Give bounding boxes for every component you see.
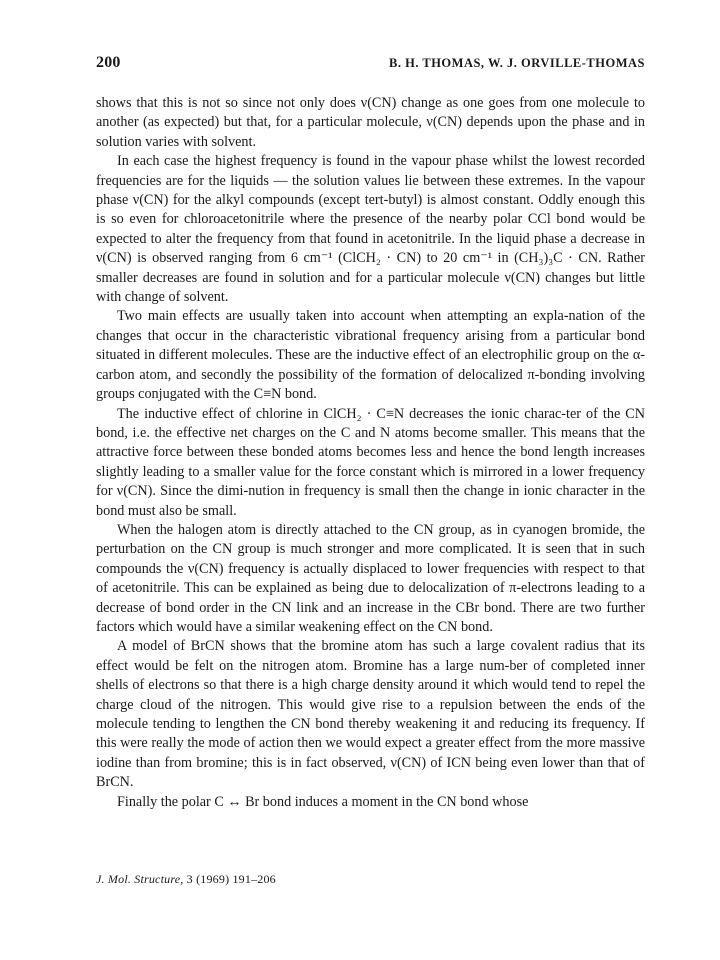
- journal-footer: [96, 872, 276, 887]
- page-number: 200: [96, 54, 121, 71]
- paragraph-continuation: shows that this is not so since not only does ν(CN) change as one goes from one molecule to another (as expected) but that, for a particular molecule, ν(CN) depends upon the phase and in solution varies with solvent.: [96, 95, 645, 150]
- paragraph: Two main effects are usually taken into account when attempting an expla-nation of the changes that occur in the characteristic vibrational frequency arising from a particular bond situated in different molecules. These are the inductive effect of an electrophilic group on the α-carbon atom, and secondly the possibility of the formation of delocalized π-bonding involving groups conjugated with the C≡N bond.: [96, 308, 645, 403]
- page-header: [96, 54, 645, 76]
- running-head-authors: B. H. THOMAS, W. J. ORVILLE-THOMAS: [389, 56, 645, 70]
- journal-name: J. Mol. Structure,: [96, 872, 184, 886]
- paragraph: A model of BrCN shows that the bromine atom has such a large covalent radius that its effect would be felt on the nitrogen atom. Bromine has a large num-ber of completed inner shells of electrons so that there is a high charge density around it which would tend to repel the charge cloud of the nitrogen. This would give rise to a repulsion between the ends of the molecule tending to lengthen the CN bond thereby weakening it and reducing its frequency. If this were really the mode of action then we would expect a greater effect from the more massive iodine than from bromine; this is in fact observed, ν(CN) of ICN being even lower than that of BrCN.: [96, 638, 645, 791]
- paragraph: In each case the highest frequency is found in the vapour phase whilst the lowest recorded frequencies are for the liquids — the solution values lie between these extremes. In the vapour phase ν(CN) for the alkyl compounds (except tert-butyl) is almost constant. Oddly enough this is so even for chloroacetonitrile where the presence of the nearby polar CCl bond would be expected to alter the frequency from that found in acetonitrile. In the liquid phase a decrease in ν(CN) is observed ranging from 6 cm⁻¹ (ClCH₂ · CN) to 20 cm⁻¹ in (CH₃)₃C · CN. Rather smaller decreases are found in solution and for a particular molecule ν(CN) changes but little with change of solvent.: [96, 153, 645, 306]
- article-body: [96, 94, 645, 812]
- journal-citation: 3 (1969) 191–206: [183, 872, 276, 886]
- paragraph: When the halogen atom is directly attached to the CN group, as in cyanogen bromide, the perturbation on the CN group is much stronger and more complicated. It is seen that in such compounds the ν(CN) frequency is actually displaced to lower frequencies with respect to that of acetonitrile. This can be explained as being due to delocalization of π-electrons leading to a decrease of bond order in the CN link and an increase in the CBr bond. There are two further factors which would have a similar weakening effect on the CN bond.: [96, 521, 645, 635]
- paragraph: The inductive effect of chlorine in ClCH₂ · C≡N decreases the ionic charac-ter of the CN bond, i.e. the effective net charges on the C and N atoms become smaller. This means that the attractive force between these bonded atoms becomes less and hence the bond length increases slightly leading to a smaller value for the force constant which is mirrored in a lower frequency for ν(CN). Since the dimi-nution in frequency is small then the change in ionic character in the bond must also be small.: [96, 405, 645, 519]
- paragraph-last: Finally the polar C ↔ Br bond induces a moment in the CN bond whose: [117, 793, 529, 810]
